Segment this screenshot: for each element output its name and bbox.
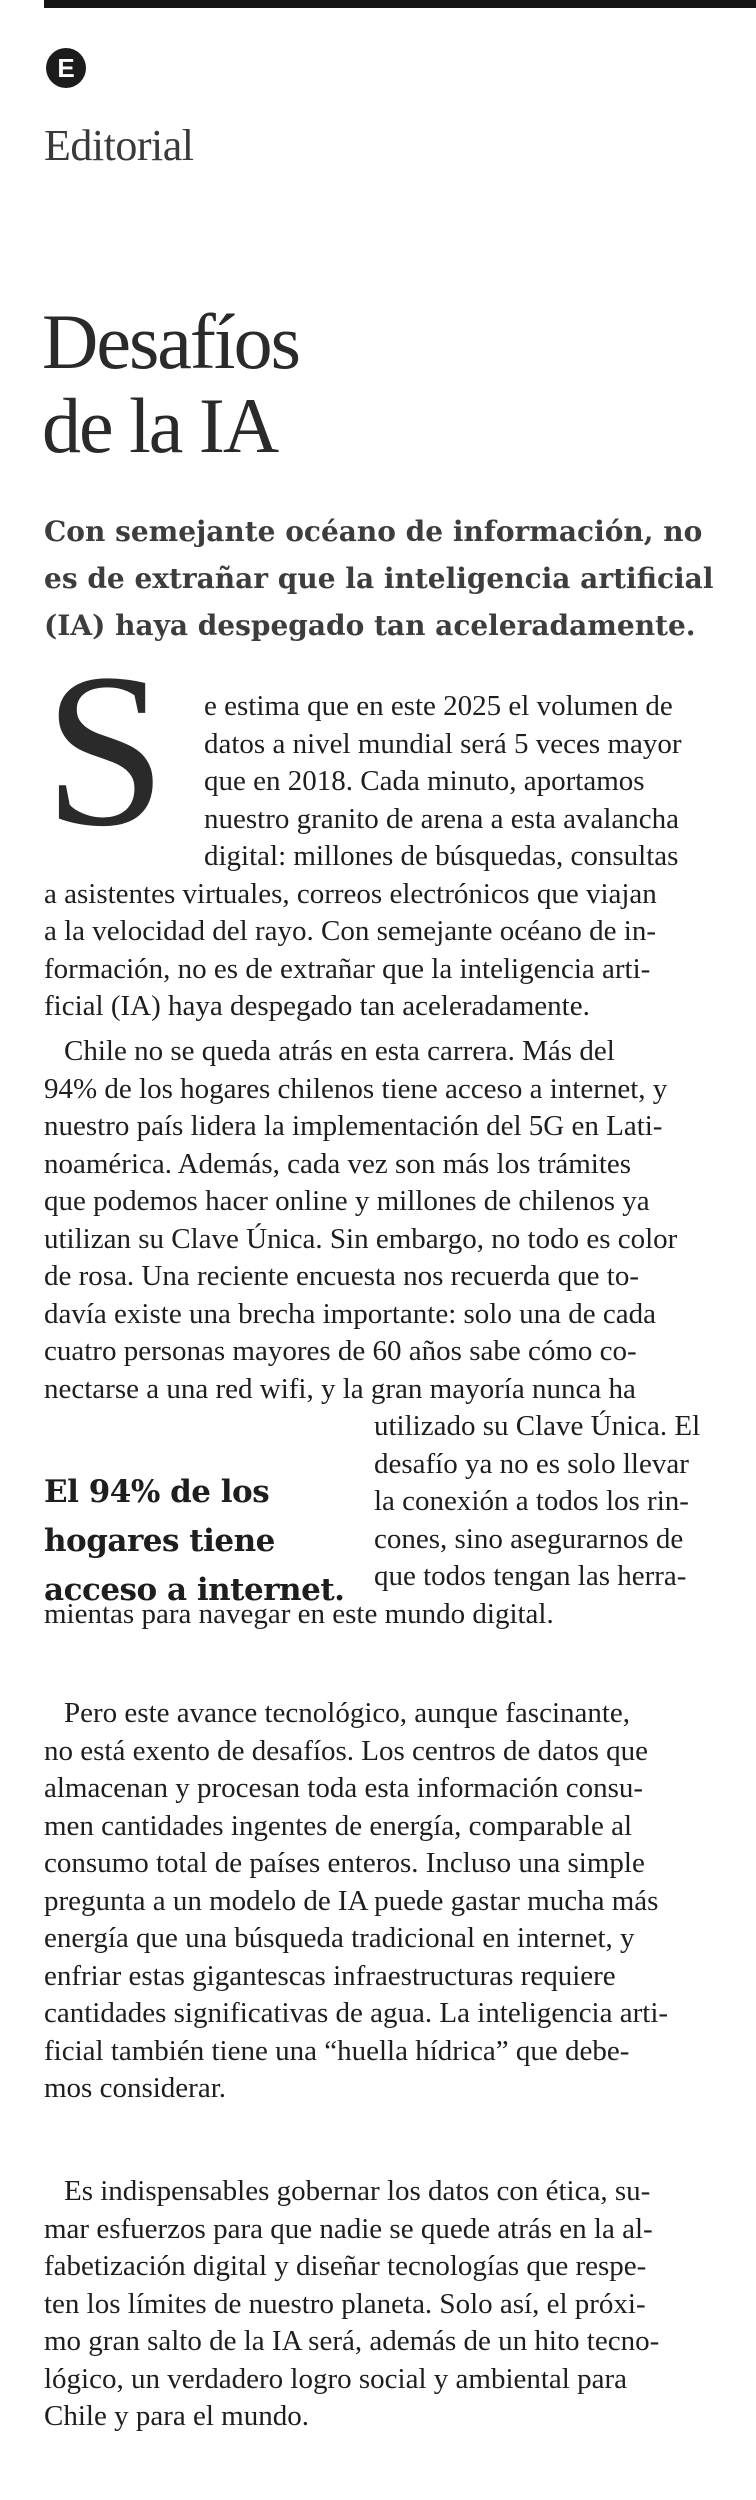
headline-line-2: de la IA	[42, 382, 278, 469]
text-line: almacenan y procesan toda esta información consu-	[44, 1772, 644, 1804]
text-line: a asistentes virtuales, correos electrónicos que viajan	[44, 877, 657, 910]
text-line: cantidades significativas de agua. La inteligencia arti-	[44, 1997, 669, 2029]
text-line: 94% de los hogares chilenos tiene acceso a internet, y	[44, 1072, 668, 1105]
text-line: que todos tengan las herra-	[374, 1560, 687, 1592]
headline	[42, 300, 722, 468]
text-line: men cantidades ingentes de energía, comparable al	[44, 1809, 633, 1842]
text-line: Chile no se queda atrás en esta carrera. Más del	[64, 1035, 615, 1067]
text-line: desafío ya no es solo llevar	[374, 1447, 689, 1480]
text-line: ficial también tiene una “huella hídrica” que debe-	[44, 2034, 630, 2067]
section-label: Editorial	[44, 121, 194, 170]
text-line: cuatro personas mayores de 60 años sabe cómo co-	[44, 1335, 637, 1367]
text-line: mientas para navegar en este mundo digital.	[44, 1597, 554, 1630]
pull-quote	[44, 1468, 344, 1615]
text-line: davía existe una brecha importante: solo una de cada	[44, 1297, 656, 1330]
text-line: que podemos hacer online y millones de chilenos ya	[44, 1185, 650, 1217]
deck-line: es de extrañar que la inteligencia artificial	[44, 562, 714, 595]
deck-line: Con semejante océano de información, no	[44, 515, 703, 548]
text-line: mos considerar.	[44, 2072, 227, 2104]
top-rule	[44, 0, 756, 8]
deck-line: (IA) haya despegado tan aceleradamente.	[44, 609, 696, 642]
headline-line-1: Desafíos	[42, 298, 299, 385]
pull-quote-line: hogares tiene	[44, 1523, 275, 1559]
text-line: noamérica. Además, cada vez son más los trámites	[44, 1147, 632, 1180]
pull-quote-line: El 94% de los	[44, 1474, 270, 1510]
text-line: de rosa. Una reciente encuesta nos recuerda que to-	[44, 1260, 640, 1292]
editorial-badge-icon	[46, 48, 86, 88]
pull-quote-line: acceso a internet.	[44, 1572, 345, 1608]
paragraph-1	[44, 688, 720, 1026]
text-line: ten los límites de nuestro planeta. Solo así, el próxi-	[44, 2287, 646, 2320]
text-line: mo gran salto de la IA será, además de un hito tecno-	[44, 2325, 660, 2357]
text-line: Es indispensables gobernar los datos con ética, su-	[64, 2175, 651, 2207]
text-line: datos a nivel mundial será 5 veces mayor	[204, 727, 682, 760]
text-line: digital: millones de búsquedas, consultas	[204, 840, 679, 872]
text-line: nuestro país lidera la implementación del 5G en Lati-	[44, 1110, 663, 1142]
text-line: cones, sino asegurarnos de	[374, 1522, 684, 1555]
text-line: pregunta a un modelo de IA puede gastar mucha más	[44, 1884, 659, 1917]
text-line: utilizado su Clave Única. El	[374, 1410, 701, 1442]
text-line: consumo total de países enteros. Incluso una simple	[44, 1847, 645, 1879]
text-line: nectarse a una red wifi, y la gran mayoría nunca ha	[44, 1372, 636, 1405]
text-line: Chile y para el mundo.	[44, 2400, 309, 2432]
text-line: lógico, un verdadero logro social y ambiental para	[44, 2362, 628, 2395]
text-line: mar esfuerzos para que nadie se quede atrás en la al-	[44, 2212, 653, 2245]
text-line: Pero este avance tecnológico, aunque fascinante,	[64, 1697, 631, 1729]
text-line: que en 2018. Cada minuto, aportamos	[204, 765, 645, 797]
text-line: utilizan su Clave Única. Sin embargo, no todo es color	[44, 1222, 678, 1255]
text-line: energía que una búsqueda tradicional en internet, y	[44, 1922, 635, 1954]
text-line: fabetización digital y diseñar tecnologías que respe-	[44, 2250, 647, 2282]
text-line: no está exento de desafíos. Los centros de datos que	[44, 1734, 648, 1767]
drop-cap: S	[44, 628, 167, 872]
text-line: a la velocidad del rayo. Con semejante océano de in-	[44, 915, 656, 947]
text-line: formación, no es de extrañar que la inteligencia arti-	[44, 952, 651, 985]
paragraph-4	[44, 2173, 720, 2436]
paragraph-3	[44, 1695, 720, 2108]
text-line: ficial (IA) haya despegado tan aceleradamente.	[44, 990, 590, 1022]
text-line: e estima que en este 2025 el volumen de	[204, 690, 673, 722]
text-line: la conexión a todos los rin-	[374, 1485, 689, 1517]
text-line: nuestro granito de arena a esta avalancha	[204, 802, 680, 835]
text-line: enfriar estas gigantescas infraestructuras requiere	[44, 1959, 616, 1992]
badge-letter: E	[57, 53, 75, 83]
